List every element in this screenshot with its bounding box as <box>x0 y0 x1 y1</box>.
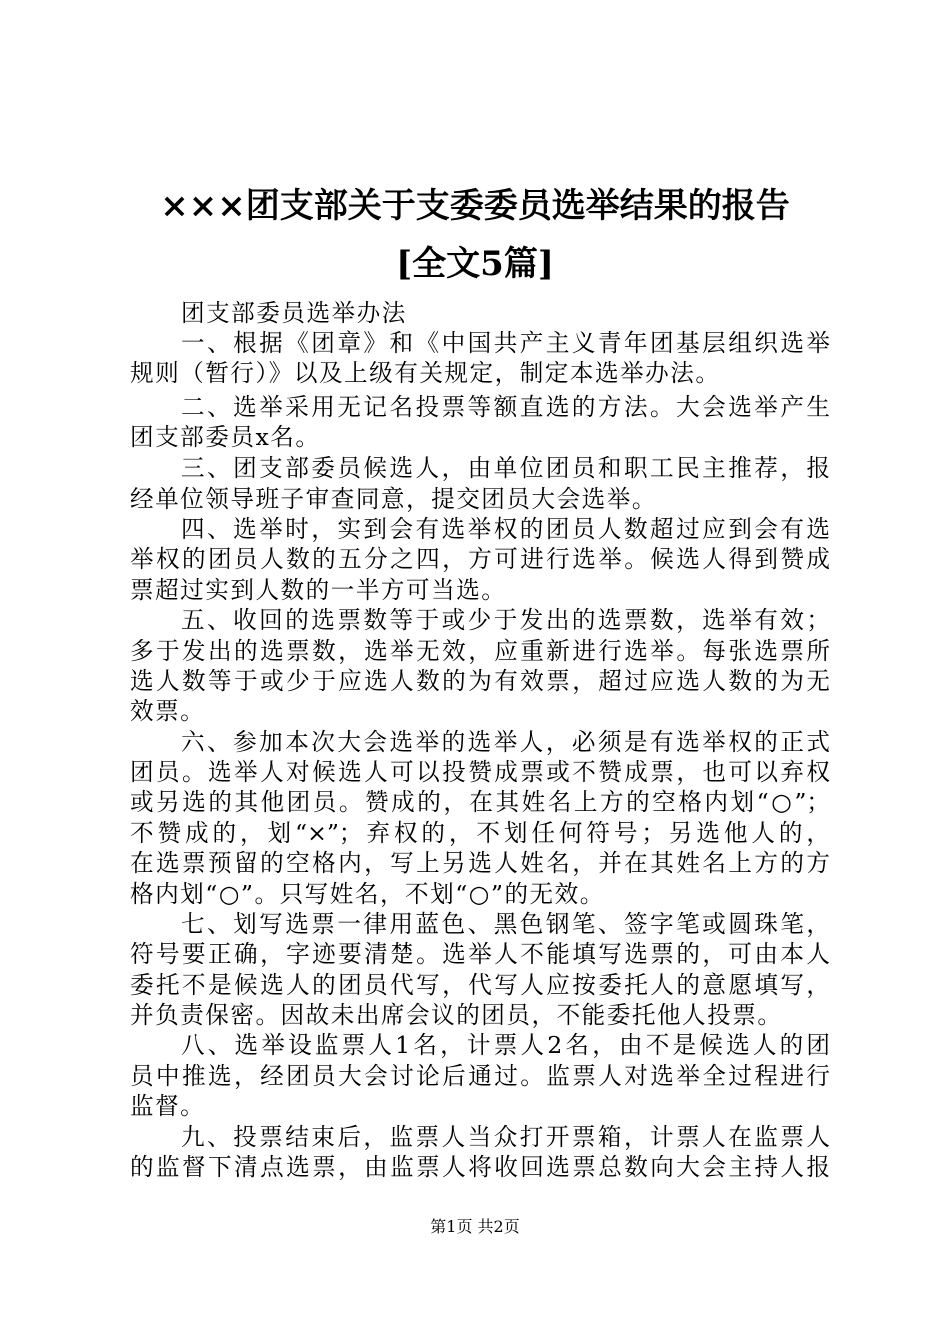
text-line: 三、团支部委员候选人，由单位团员和职工民主推荐，报 <box>181 454 830 482</box>
text-line: 六、参加本次大会选举的选举人，必须是有选举权的正式 <box>181 728 830 756</box>
text-line: 票超过实到人数的一半方可当选。 <box>130 576 507 604</box>
page-footer: 第1页 共2页 <box>430 1217 520 1236</box>
document-title-line-1: ×××团支部关于支委委员选举结果的报告 <box>160 186 790 226</box>
text-line: 不赞成的，划“×”；弃权的，不划任何符号；另选他人的， <box>130 819 830 847</box>
text-line: 规则（暂行）》以及上级有关规定，制定本选举办法。 <box>130 359 721 387</box>
text-line: 员中推选，经团员大会讨论后通过。监票人对选举全过程进行 <box>130 1062 830 1090</box>
text-line: 选人数等于或少于应选人数的为有效票，超过应选人数的为无 <box>130 667 830 695</box>
text-line: 效票。 <box>130 697 206 725</box>
text-line: 的监督下清点选票，由监票人将收回选票总数向大会主持人报 <box>130 1153 830 1181</box>
section-heading: 团支部委员选举办法 <box>181 299 407 327</box>
text-line: 格内划“○”。只写姓名，不划“○”的无效。 <box>130 880 605 908</box>
text-line: 或另选的其他团员。赞成的，在其姓名上方的空格内划“○”； <box>130 788 830 816</box>
text-line: 团员。选举人对候选人可以投赞成票或不赞成票，也可以弃权 <box>130 758 830 786</box>
text-line: 经单位领导班子审查同意，提交团员大会选举。 <box>130 485 657 513</box>
text-line: 符号要正确，字迹要清楚。选举人不能填写选票的，可由本人 <box>130 940 830 968</box>
text-line: 并负责保密。因故未出席会议的团员，不能委托他人投票。 <box>130 1001 783 1029</box>
text-line: 团支部委员x名。 <box>130 423 321 451</box>
text-line: 委托不是候选人的团员代写，代写人应按委托人的意愿填写， <box>130 971 830 999</box>
text-line: 多于发出的选票数，选举无效，应重新进行选举。每张选票所 <box>130 637 830 665</box>
text-line: 五、收回的选票数等于或少于发出的选票数，选举有效； <box>181 606 830 634</box>
document-title-line-2: [全文5篇] <box>396 244 554 284</box>
text-line: 四、选举时，实到会有选举权的团员人数超过应到会有选 <box>181 515 830 543</box>
text-line: 监督。 <box>130 1092 206 1120</box>
text-line: 九、投票结束后，监票人当众打开票箱，计票人在监票人 <box>181 1123 830 1151</box>
text-line: 二、选举采用无记名投票等额直选的方法。大会选举产生 <box>181 393 830 421</box>
text-line: 在选票预留的空格内，写上另选人姓名，并在其姓名上方的方 <box>130 849 830 877</box>
text-line: 举权的团员人数的五分之四，方可进行选举。候选人得到赞成 <box>130 545 830 573</box>
text-line: 一、根据《团章》和《中国共产主义青年团基层组织选举 <box>181 329 830 357</box>
text-line: 八、选举设监票人1名，计票人2名，由不是候选人的团 <box>181 1031 830 1059</box>
text-line: 七、划写选票一律用蓝色、黑色钢笔、签字笔或圆珠笔， <box>181 910 830 938</box>
